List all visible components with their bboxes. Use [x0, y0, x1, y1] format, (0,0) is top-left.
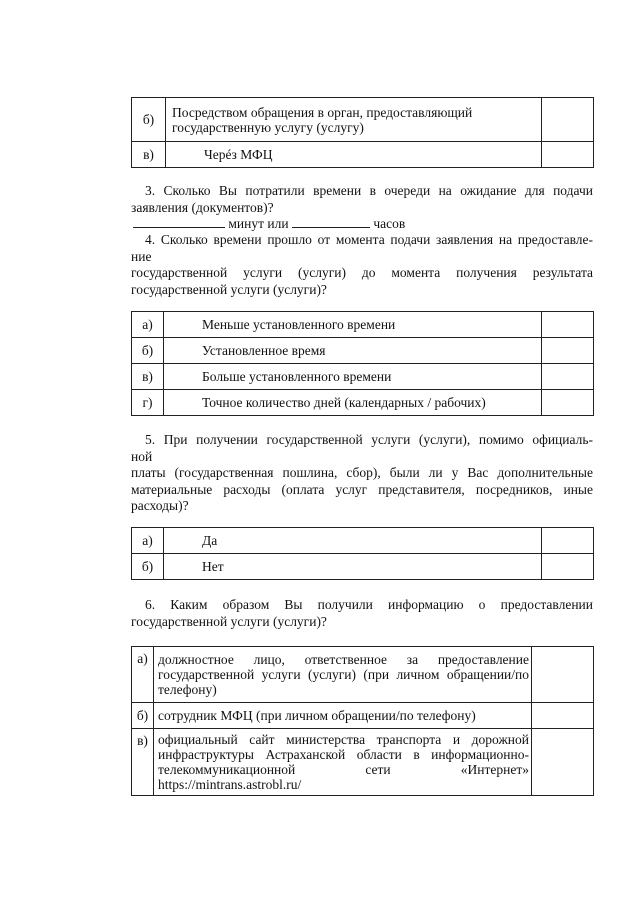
answer-cell[interactable]: [542, 98, 594, 142]
question-text: государственной услуги (услуги)?: [131, 281, 327, 297]
question-3: [131, 183, 593, 233]
minutes-label: минут или: [228, 216, 289, 231]
option-text: Черéз МФЦ: [166, 142, 542, 168]
question-text: ной: [131, 448, 153, 464]
hours-label: часов: [373, 216, 406, 231]
answer-cell[interactable]: [542, 364, 594, 390]
option-text: Установленное время: [164, 338, 542, 364]
option-letter: в): [132, 729, 154, 796]
option-text: Посредством обращения в орган, предоставляющий государственную услугу (услугу): [166, 98, 542, 142]
answer-cell[interactable]: [532, 703, 594, 729]
option-text: Точное количество дней (календарных / рабочих): [164, 390, 542, 416]
answer-line: [131, 216, 593, 233]
option-letter: б): [132, 703, 154, 729]
question-text: 6. Каким образом Вы получили информацию о предоставлении: [145, 597, 593, 612]
option-letter: б): [132, 338, 164, 364]
option-text: Да: [164, 528, 542, 554]
option-letter: а): [132, 647, 154, 703]
table-row: [132, 554, 594, 580]
table-row: [132, 142, 594, 168]
answer-cell[interactable]: [542, 338, 594, 364]
question-5: [131, 432, 593, 515]
option-letter: г): [132, 390, 164, 416]
answer-cell[interactable]: [542, 142, 594, 168]
option-text: сотрудник МФЦ (при личном обращении/по телефону): [154, 703, 532, 729]
table-row: [132, 312, 594, 338]
answer-cell[interactable]: [542, 312, 594, 338]
options-table-info-source: [131, 646, 594, 796]
option-letter: б): [132, 98, 166, 142]
table-row: [132, 390, 594, 416]
question-4: [131, 232, 593, 298]
question-text: 5. При получении государственной услуги (услуги), помимо официаль-: [145, 432, 593, 447]
table-row: [132, 338, 594, 364]
option-letter: а): [132, 312, 164, 338]
hours-blank[interactable]: [292, 216, 370, 228]
answer-cell[interactable]: [542, 554, 594, 580]
minutes-blank[interactable]: [133, 216, 225, 228]
table-row: [132, 647, 594, 703]
question-text: 4. Сколько времени прошло от момента подачи заявления на предоставле-: [145, 232, 593, 247]
options-table-duration: [131, 311, 594, 416]
question-text: государственной услуги (услуги)?: [131, 613, 327, 629]
option-letter: в): [132, 142, 166, 168]
table-row: [132, 528, 594, 554]
answer-cell[interactable]: [532, 729, 594, 796]
option-text: Больше установленного времени: [164, 364, 542, 390]
question-text: расходы)?: [131, 498, 189, 513]
question-text: государственной услуги (услуги) до момента получения результата: [131, 265, 593, 280]
table-row: [132, 729, 594, 796]
question-text: ние: [131, 248, 152, 264]
question-6: [131, 597, 593, 630]
option-letter: б): [132, 554, 164, 580]
question-text: заявления (документов)?: [131, 199, 274, 215]
answer-cell[interactable]: [542, 528, 594, 554]
table-row: [132, 364, 594, 390]
option-text: Нет: [164, 554, 542, 580]
question-text: 3. Сколько Вы потратили времени в очереди на ожидание для подачи: [145, 183, 593, 198]
option-letter: а): [132, 528, 164, 554]
option-text: Меньше установленного времени: [164, 312, 542, 338]
option-text: должностное лицо, ответственное за предоставление государственной услуги (услуги) (при личном обращении/по телефону): [154, 647, 532, 703]
options-table-submission: [131, 97, 594, 168]
option-letter: в): [132, 364, 164, 390]
question-text: материальные расходы (оплата услуг представителя, посредников, иные: [131, 481, 593, 497]
answer-cell[interactable]: [532, 647, 594, 703]
question-text: платы (государственная пошлина, сбор), были ли у Вас дополнительные: [131, 465, 593, 480]
table-row: [132, 98, 594, 142]
option-text: официальный сайт министерства транспорта и дорожной инфраструктуры Астраханской области в информационно-телекоммуникационной сети «Интернет» https://mintrans.astrobl.ru/: [154, 729, 532, 796]
options-table-expenses: [131, 527, 594, 580]
answer-cell[interactable]: [542, 390, 594, 416]
table-row: [132, 703, 594, 729]
